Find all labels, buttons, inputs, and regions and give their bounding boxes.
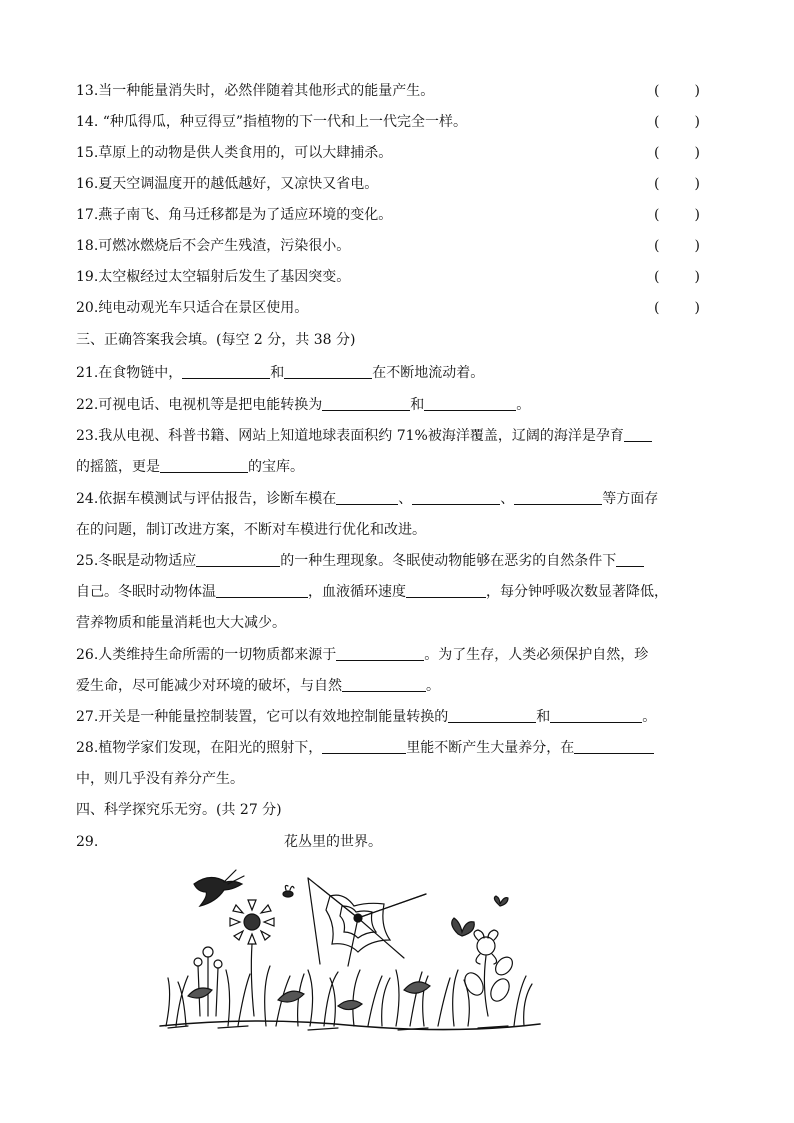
- question-26-line-2: 爱生命，尽可能减少对环境的破坏，与自然 。: [76, 678, 440, 694]
- answer-blank[interactable]: [424, 396, 516, 411]
- flower-garden-illustration: [158, 866, 542, 1034]
- answer-parentheses[interactable]: ( ): [654, 176, 700, 192]
- answer-parentheses[interactable]: ( ): [654, 83, 700, 99]
- answer-blank[interactable]: [284, 364, 372, 379]
- question-23-line-1: 23.我从电视、科普书籍、网站上知道地球表面积约 71%被海洋覆盖，辽阔的海洋是孕育: [76, 426, 652, 446]
- question-28-line-1: 28.植物学家们发现，在阳光的照射下， 里能不断产生大量养分，在: [76, 738, 654, 758]
- answer-blank[interactable]: [514, 490, 602, 505]
- answer-parentheses[interactable]: ( ): [654, 145, 700, 161]
- question-text: 18.可燃冰燃烧后不会产生残渣，污染很小。: [76, 238, 351, 254]
- answer-blank[interactable]: [160, 458, 248, 473]
- answer-blank[interactable]: [616, 552, 644, 567]
- answer-parentheses[interactable]: ( ): [654, 114, 700, 130]
- question-text: 19.太空椒经过太空辐射后发生了基因突变。: [76, 269, 351, 285]
- answer-blank[interactable]: [412, 490, 500, 505]
- answer-blank[interactable]: [336, 646, 424, 661]
- question-text: 13.当一种能量消失时，必然伴随着其他形式的能量产生。: [76, 83, 435, 99]
- flower-icon: [230, 900, 274, 1016]
- answer-blank[interactable]: [342, 677, 426, 692]
- question-25-line-1: 25.冬眠是动物适应 的一种生理现象。冬眠使动物能够在恶劣的自然条件下: [76, 551, 644, 571]
- leaf-icon: [188, 982, 430, 1010]
- answer-blank[interactable]: [574, 739, 654, 754]
- spider-web-icon: [308, 878, 426, 966]
- answer-blank[interactable]: [322, 396, 410, 411]
- answer-parentheses[interactable]: ( ): [654, 238, 700, 254]
- question-29-title: 花丛里的世界。: [284, 834, 382, 850]
- question-26-line-1: 26.人类维持生命所需的一切物质都来源于 。为了生存，人类必须保护自然，珍: [76, 647, 649, 663]
- answer-blank[interactable]: [336, 490, 398, 505]
- question-29-number: 29.: [76, 834, 99, 850]
- section-4-heading: 四、科学探究乐无穷。(共 27 分): [76, 802, 282, 818]
- answer-blank[interactable]: [216, 583, 308, 598]
- flower-icon: [194, 947, 222, 1016]
- answer-blank[interactable]: [624, 427, 652, 442]
- question-text: 17.燕子南飞、角马迁移都是为了适应环境的变化。: [76, 207, 393, 223]
- answer-blank[interactable]: [182, 364, 270, 379]
- butterfly-icon: [452, 918, 475, 936]
- question-22: 22.可视电话、电视机等是把电能转换为 和 。: [76, 397, 531, 413]
- question-25-line-2: 自己。冬眠时动物体温 ，血液循环速度 ，每分钟呼吸次数显著降低，: [76, 584, 668, 600]
- answer-blank[interactable]: [406, 583, 486, 598]
- question-text: 20.纯电动观光车只适合在景区使用。: [76, 300, 309, 316]
- question-25-line-3: 营养物质和能量消耗也大大减少。: [76, 615, 286, 631]
- answer-parentheses[interactable]: ( ): [654, 207, 700, 223]
- question-text: 14. “种瓜得瓜，种豆得豆”指植物的下一代和上一代完全一样。: [76, 114, 468, 130]
- question-text: 15.草原上的动物是供人类食用的，可以大肆捕杀。: [76, 145, 393, 161]
- section-3-heading: 三、正确答案我会填。(每空 2 分，共 38 分): [76, 332, 356, 348]
- question-21: 21.在食物链中， 和 在不断地流动着。: [76, 365, 485, 381]
- answer-blank[interactable]: [550, 708, 642, 723]
- bee-icon: [283, 886, 294, 898]
- question-27: 27.开关是一种能量控制装置，它可以有效地控制能量转换的 和 。: [76, 709, 657, 725]
- question-24-line-2: 在的问题，制订改进方案，不断对车模进行优化和改进。: [76, 522, 426, 538]
- question-23-line-2: 的摇篮，更是 的宝库。: [76, 459, 304, 475]
- question-text: 16.夏天空调温度开的越低越好，又凉快又省电。: [76, 176, 379, 192]
- butterfly-icon: [494, 896, 508, 906]
- answer-parentheses[interactable]: ( ): [654, 269, 700, 285]
- bird-icon: [194, 870, 244, 906]
- answer-blank[interactable]: [448, 708, 536, 723]
- question-28-line-2: 中，则几乎没有养分产生。: [76, 771, 244, 787]
- answer-blank[interactable]: [196, 552, 280, 567]
- question-24-line-1: 24.依据车模测试与评估报告，诊断车模在 、 、 等方面存: [76, 491, 659, 507]
- answer-parentheses[interactable]: ( ): [654, 300, 700, 316]
- answer-blank[interactable]: [322, 739, 406, 754]
